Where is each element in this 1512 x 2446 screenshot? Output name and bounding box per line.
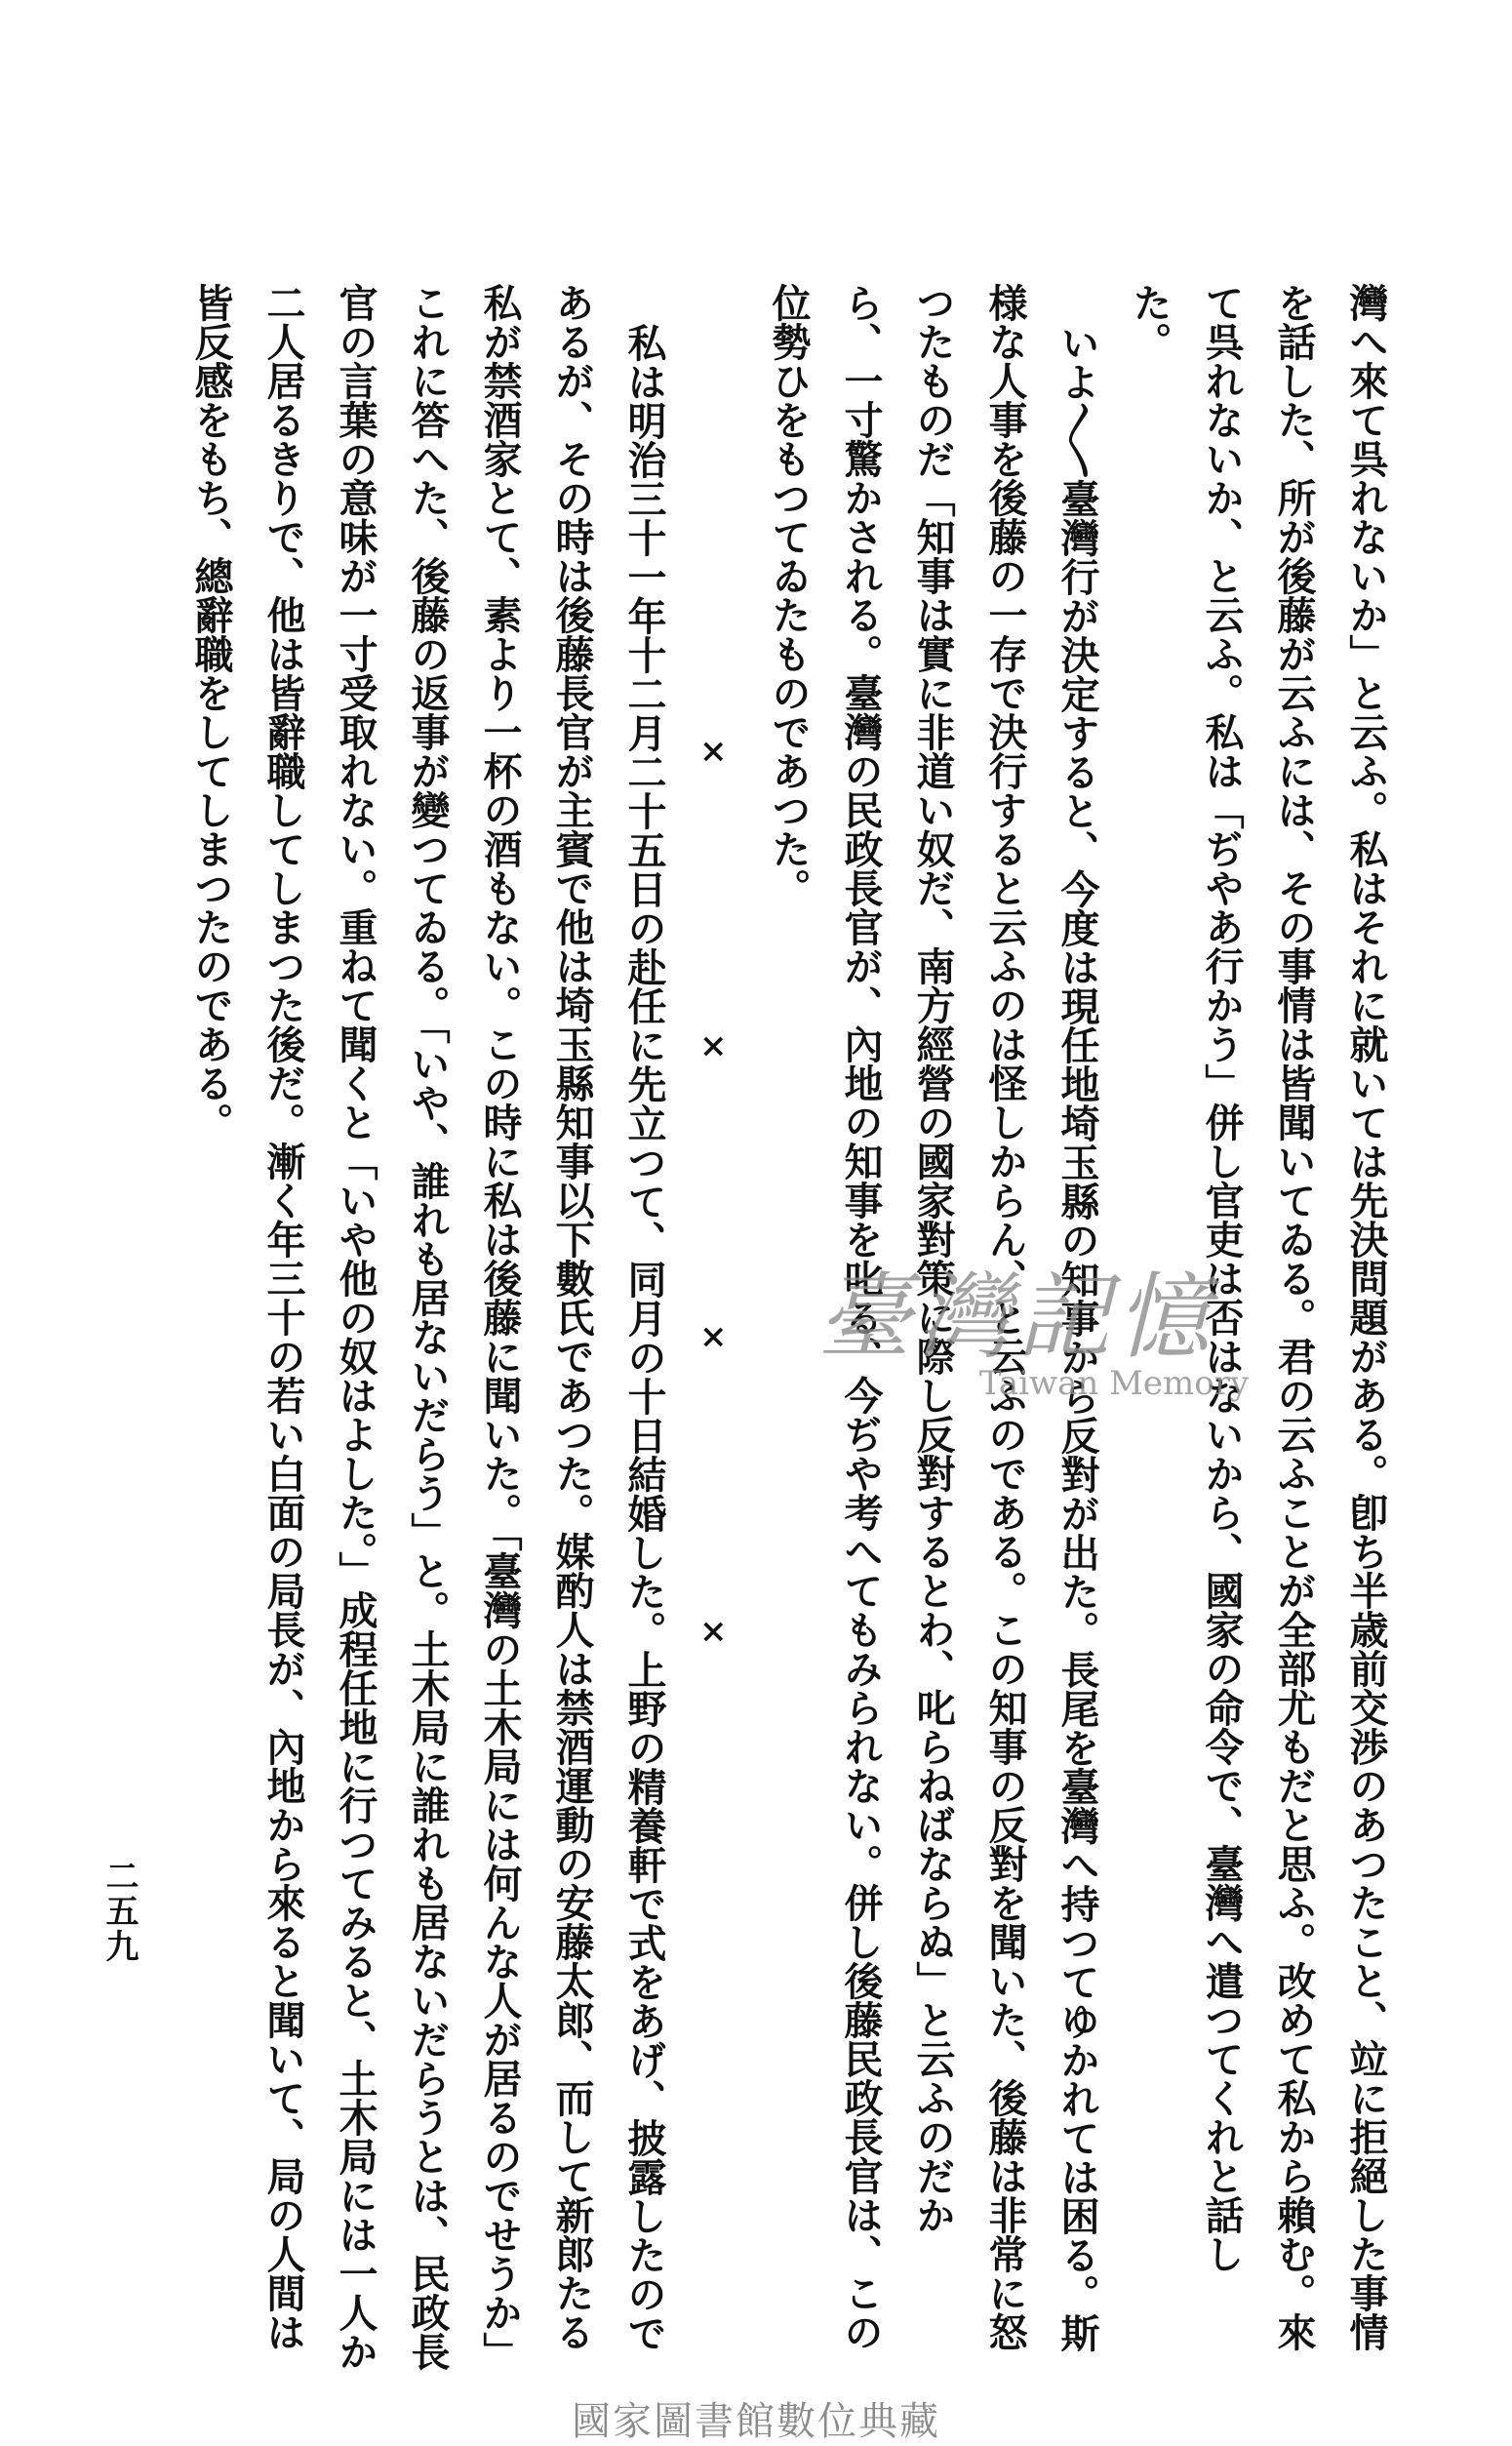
page-number: 二五九: [99, 1859, 139, 1964]
separator-mark: ×: [699, 1317, 728, 1356]
section-separator: [680, 283, 752, 2215]
page-body: [175, 283, 1402, 2371]
text-column: て呉れないか、と云ふ。私は「ぢやあ行かう」併し官吏は否はないから、國家の命令で、臺灣へ遣つてくれと話し: [1199, 283, 1245, 2273]
text-column: つたものだ「知事は實に非道い奴だ、南方經營の國家對策に際し反對するとわ、叱らねばならぬ」と云ふのだか: [910, 283, 956, 2234]
text-column: 二人居るきりで、他は皆辭職してしまつた後だ。漸く年三十の若い白面の局長が、內地から來ると聞いて、局の人間は: [260, 283, 306, 2351]
text-column: 灣へ來て呉れないか」と云ふ。私はそれに就いては先決問題がある。卽ち半歳前交渉のあつたこと、竝に拒絕した事情: [1343, 283, 1389, 2351]
text-column: 様な人事を後藤の一存で決行すると云ふのは怪しからん、と云ふのである。この知事の反對を聞いた、後藤は非常に怒: [982, 283, 1028, 2351]
library-footer: 國家圖書館數位典藏: [572, 2399, 940, 2444]
text-column: 皆反感をもち、總辭職をしてしまつたのである。: [188, 283, 234, 1142]
text-column: 位勢ひをもつてゐたものであつた。: [766, 283, 812, 907]
text-column: あるが、その時は後藤長官が主賓で他は埼玉縣知事以下數氏であつた。媒酌人は禁酒運動の安藤太郎、而して新郎たる: [549, 283, 595, 2351]
text-column: 官の言葉の意味が一寸受取れない。重ねて聞くと「いや他の奴はよした。」成程任地に行つてみると、土木局には一人か: [333, 283, 378, 2371]
text-column: 私が禁酒家とて、素より一杯の酒もない。この時に私は後藤に聞いた。「臺灣の土木局には何んな人が居るのでせうか」: [477, 283, 523, 2371]
watermark-logo-text: 臺灣記憶: [817, 1263, 1215, 1372]
text-column: ら、一寸驚かされる。臺灣の民政長官が、內地の知事を叱る、今ぢや考へてもみられない。併し後藤民政長官は、この: [838, 283, 884, 2351]
separator-mark: ×: [699, 732, 728, 771]
watermark-english-text: Taiwan Memory: [978, 1364, 1250, 1403]
text-column: た。: [1127, 283, 1173, 361]
text-column: これに答へた、後藤の返事が變つてゐる。「いや、誰れも居ないだらう」と。土木局に誰れも居ないだらうとは、民政長: [405, 283, 451, 2371]
text-column: 私は明治三十一年十二月二十五日の赴任に先立つて、同月の十日結婚した。上野の精養軒で式をあげ、披露したので: [621, 323, 667, 2352]
text-column: いよ〳〵臺灣行が決定すると、今度は現任地埼玉縣の知事から反對が出た。長尾を臺灣へ持つてゆかれては困る。斯: [1054, 323, 1100, 2352]
text-column: を話した、所が後藤が云ふには、その事情は皆聞いてゐる。君の云ふことが全部尤もだと思ふ。改めて私から賴む。來: [1271, 283, 1317, 2351]
separator-mark: ×: [699, 1612, 728, 1651]
separator-mark: ×: [699, 1026, 728, 1065]
